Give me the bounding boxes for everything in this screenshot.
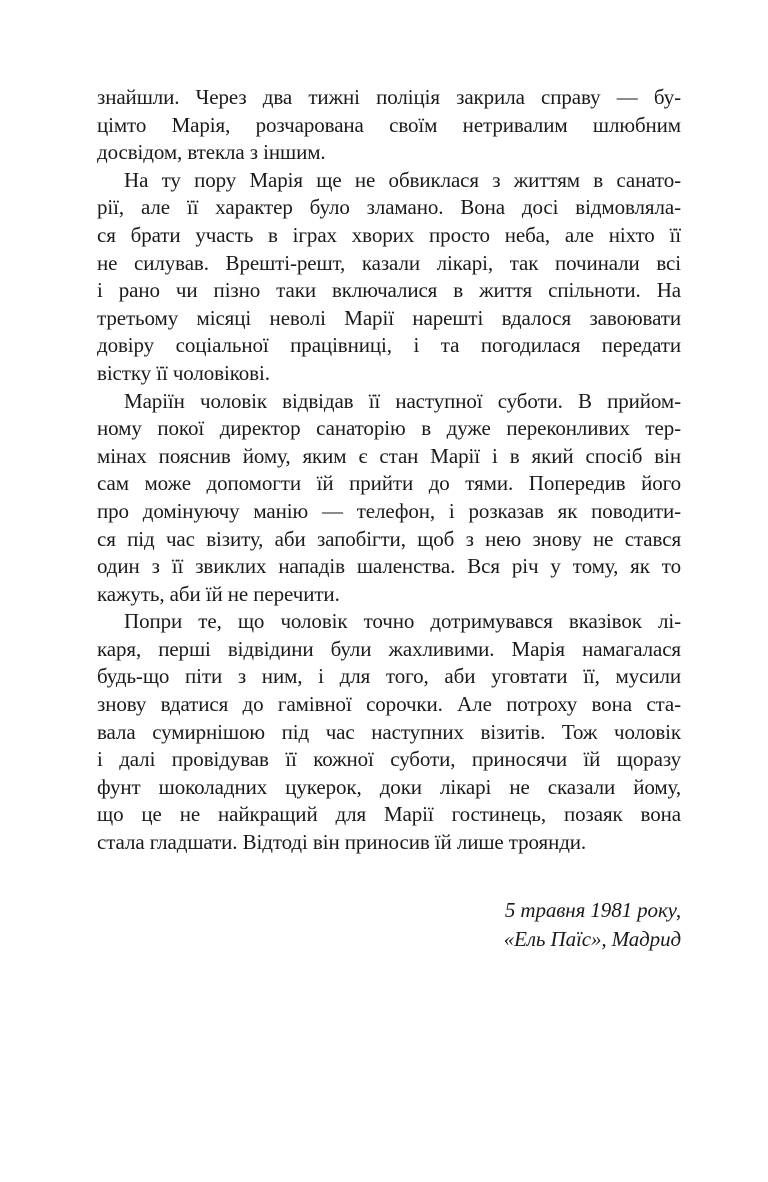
text-line: знову вдатися до гамівної сорочки. Але потроху вона ста- xyxy=(97,692,681,717)
text-line: про домінуючу манію — телефон, і розказав як поводити- xyxy=(97,498,681,523)
signature xyxy=(97,896,681,954)
text-line: і далі провідував її кожної суботи, приносячи їй щоразу xyxy=(97,747,681,772)
text-line: фунт шоколадних цукерок, доки лікарі не сказали йому, xyxy=(97,774,681,799)
text-line: будь-що піти з ним, і для того, аби уговтати її, мусили xyxy=(97,664,681,689)
paragraph xyxy=(97,608,681,856)
text-line: не силував. Врешті-решт, казали лікарі, так починали всі xyxy=(97,250,681,275)
text-line: мінах пояснив йому, яким є стан Марії і в який спосіб він xyxy=(97,443,681,468)
signature-line: «Ель Паїс», Мадрид xyxy=(503,926,681,951)
paragraph xyxy=(97,167,681,388)
text-line: вала сумирнішою під час наступних візитів. Тож чоловік xyxy=(97,719,681,744)
text-line: вістку її чоловікові. xyxy=(97,360,270,385)
text-line: кажуть, аби їй не перечити. xyxy=(97,581,340,606)
text-line: Маріїн чоловік відвідав її наступної суботи. В прийом- xyxy=(124,388,681,413)
text-line: ся під час візиту, аби запобігти, щоб з нею знову не стався xyxy=(97,526,681,551)
text-line: стала гладшати. Відтоді він приносив їй лише троянди. xyxy=(97,830,587,855)
text-line: один з її звиклих нападів шаленства. Вся річ у тому, як то xyxy=(97,554,681,579)
text-line: довіру соціальної працівниці, і та погодилася передати xyxy=(97,333,681,358)
text-line: рії, але її характер було зламано. Вона досі відмовляла- xyxy=(97,195,681,220)
signature-line: 5 травня 1981 року, xyxy=(504,897,681,922)
text-line: третьому місяці неволі Марії нарешті вдалося завоювати xyxy=(97,305,681,330)
text-line: Попри те, що чоловік точно дотримувався вказівок лі- xyxy=(124,609,681,634)
text-line: ся брати участь в іграх хворих просто неба, але ніхто її xyxy=(97,222,681,247)
text-line: На ту пору Марія ще не обвиклася з життям в санато- xyxy=(124,167,681,192)
text-line: що це не найкращий для Марії гостинець, позаяк вона xyxy=(97,802,681,827)
text-line: знайшли. Через два тижні поліція закрила справу — бу- xyxy=(97,85,681,109)
paragraph xyxy=(97,84,681,167)
text-line: і рано чи пізно таки включалися в життя спільноти. На xyxy=(97,278,681,303)
text-line: досвідом, втекла з іншим. xyxy=(97,140,326,165)
text-line: ному покої директор санаторію в дуже переконливих тер- xyxy=(97,416,681,441)
paragraph xyxy=(97,388,681,609)
text-line: каря, перші відвідини були жахливими. Марія намагалася xyxy=(97,636,681,661)
text-block xyxy=(97,84,681,954)
text-line: цімто Марія, розчарована своїм нетривалим шлюбним xyxy=(97,112,681,137)
text-line: сам може допомогти їй прийти до тями. Попередив його xyxy=(97,471,681,496)
